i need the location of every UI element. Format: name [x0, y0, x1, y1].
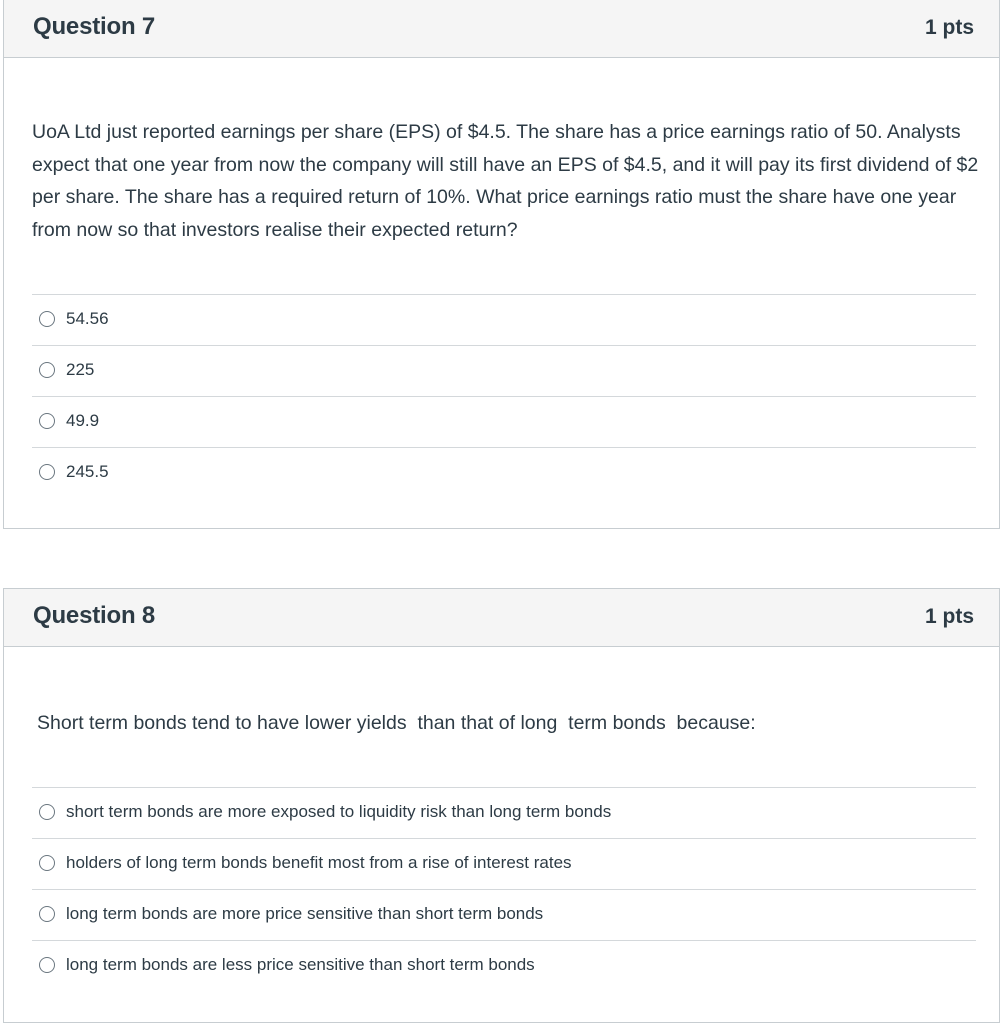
answer-label: 49.9 — [66, 411, 100, 430]
question-points: 1 pts — [924, 16, 974, 39]
question-header — [4, 589, 999, 647]
radio-button[interactable] — [39, 311, 55, 327]
question-8-card — [3, 588, 1000, 1023]
radio-button[interactable] — [39, 804, 55, 820]
answer-label: short term bonds are more exposed to liquidity risk than long term bonds — [66, 802, 612, 821]
answer-option[interactable] — [32, 787, 976, 838]
radio-button[interactable] — [39, 957, 55, 973]
question-text: UoA Ltd just reported earnings per share (EPS) of $4.5. The share has a price earnings ratio of 50. Analysts expect that one year from now the company will still have an EPS of $4.5, and it will pay its first dividend of $2 per share. The share has a required return of 10%. What price earnings ratio must the share have one year from now so that investors realise their expected return? — [32, 121, 979, 241]
answer-label: holders of long term bonds benefit most from a rise of interest rates — [66, 853, 572, 872]
radio-button[interactable] — [39, 413, 55, 429]
answer-label: 54.56 — [66, 309, 109, 328]
radio-button[interactable] — [39, 362, 55, 378]
question-points: 1 pts — [924, 605, 974, 628]
question-title: Question 8 — [33, 602, 156, 629]
question-title: Question 7 — [33, 13, 156, 40]
question-text: Short term bonds tend to have lower yields than that of long term bonds because: — [37, 712, 756, 734]
answer-option[interactable] — [32, 396, 976, 447]
answer-label: long term bonds are less price sensitive than short term bonds — [66, 955, 535, 974]
answer-option[interactable] — [32, 940, 976, 991]
answer-option[interactable] — [32, 838, 976, 889]
answer-option[interactable] — [32, 889, 976, 940]
answer-option[interactable] — [32, 447, 976, 498]
answer-label: 225 — [66, 360, 95, 379]
answer-label: long term bonds are more price sensitive than short term bonds — [66, 904, 544, 923]
radio-button[interactable] — [39, 855, 55, 871]
answer-option[interactable] — [32, 294, 976, 345]
answer-option[interactable] — [32, 345, 976, 396]
radio-button[interactable] — [39, 906, 55, 922]
question-7-card — [3, 0, 1000, 529]
answer-list — [32, 294, 976, 498]
answer-list — [32, 787, 976, 991]
answer-label: 245.5 — [66, 462, 109, 481]
radio-button[interactable] — [39, 464, 55, 480]
question-header — [4, 0, 999, 58]
